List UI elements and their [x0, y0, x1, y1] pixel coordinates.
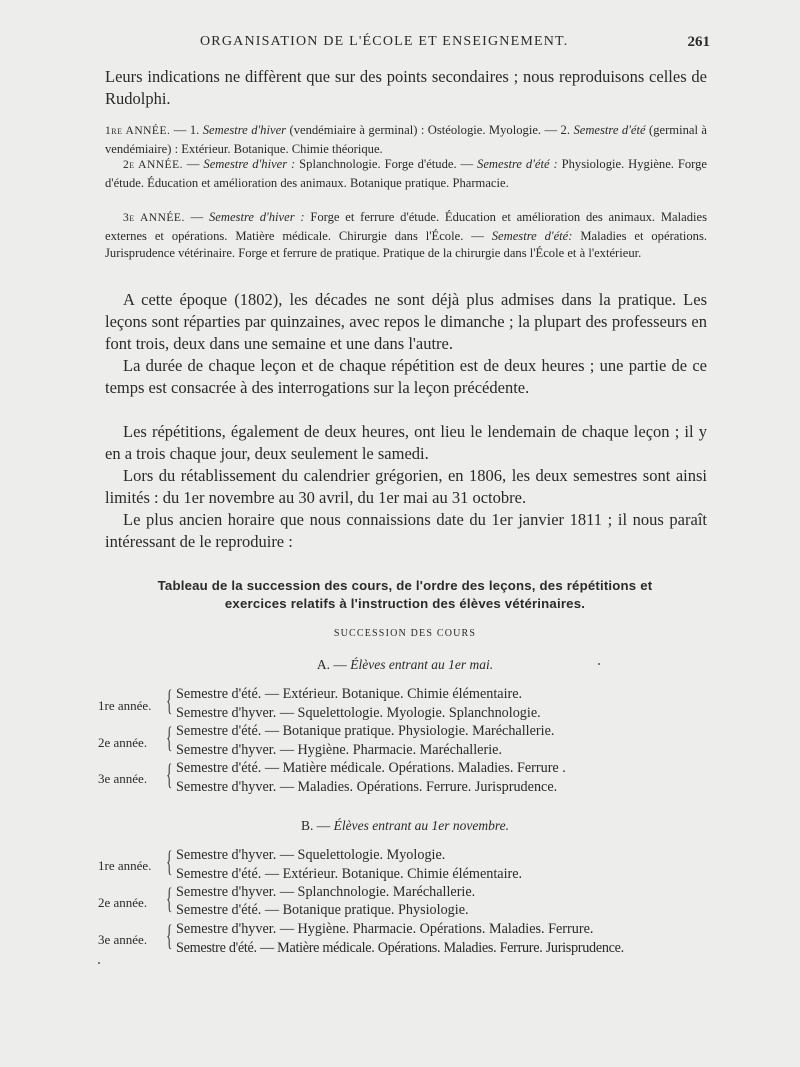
year-2-text: —	[182, 157, 204, 171]
year-1-summer: Semestre d'été	[573, 123, 646, 137]
year-1-text: — 1.	[170, 123, 203, 137]
rudolphi-year-3	[105, 209, 707, 263]
brace-icon: {	[166, 721, 173, 754]
table-title-line-1: Tableau de la succession des cours, de l'ordre des leçons, des répétitions et	[157, 578, 653, 593]
section-a-year-3-label: 3e année.	[98, 771, 148, 786]
year-3-text: —	[184, 210, 209, 224]
rudolphi-year-1	[105, 122, 707, 158]
table-title	[100, 577, 710, 613]
running-header	[100, 34, 710, 54]
year-2-text: Splanchnologie. Forge d'étude. —	[295, 157, 478, 171]
section-a-heading	[100, 657, 710, 673]
year-2-summer: Semestre d'été :	[477, 157, 558, 171]
year-3-summer: Semestre d'été:	[491, 228, 573, 243]
section-a-year-3-row-1: Semestre d'été. — Matière médicale. Opérations. Maladies. Ferrure .	[176, 760, 566, 776]
year-3-label: 3e ANNÉE.	[123, 212, 185, 224]
brace-icon: {	[166, 919, 173, 952]
section-b-year-3-label: 3e année.	[98, 932, 148, 947]
page-number: 261	[687, 34, 710, 50]
section-b-year-1-row-1: Semestre d'hyver. — Squelettologie. Myologie.	[176, 847, 446, 863]
section-b-year-2-row-1: Semestre d'hyver. — Splanchnologie. Maréchallerie.	[176, 884, 476, 900]
year-3-text: Forge et ferrure d'étude. Éducation et amélioration des animaux. Maladies externes et opérations. Matière médicale. Chirurgie dans l'École. —	[105, 210, 707, 243]
section-a-year-1-row-1: Semestre d'été. — Extérieur. Botanique. Chimie élémentaire.	[176, 686, 523, 702]
brace-icon: {	[166, 882, 173, 915]
year-1-text: (vendémiaire à germinal) : Ostéologie. Myologie. — 2.	[286, 123, 574, 137]
rudolphi-year-2	[105, 156, 707, 192]
section-a-label: Élèves entrant au 1er mai.	[350, 657, 494, 672]
header-title: ORGANISATION DE L'ÉCOLE ET ENSEIGNEMENT.	[200, 34, 569, 49]
section-a-year-2-row-1: Semestre d'été. — Botanique pratique. Physiologie. Maréchallerie.	[176, 723, 555, 739]
brace-icon: {	[166, 684, 173, 717]
brace-icon: {	[166, 845, 173, 878]
section-b-heading	[100, 818, 710, 834]
section-b-label: Élèves entrant au 1er novembre.	[333, 818, 509, 833]
intro-paragraph: Leurs indications ne diffèrent que sur des points secondaires ; nous reproduisons celles de Rudolphi.	[105, 67, 707, 108]
section-b-letter: B. —	[301, 818, 334, 833]
year-3-text: Maladies et opérations. Jurisprudence vétérinaire. Forge et ferrure de pratique. Pratique de la chirurgie dans l'École et à l'extérieur.	[105, 228, 707, 260]
year-2-winter: Semestre d'hiver :	[203, 157, 296, 171]
year-2-label: 2e ANNÉE.	[123, 159, 183, 171]
section-b-year-1-row-2: Semestre d'été. — Extérieur. Botanique. Chimie élémentaire.	[176, 866, 523, 882]
section-a-year-3-row-2: Semestre d'hyver. — Maladies. Opérations. Ferrure. Jurisprudence.	[176, 779, 558, 795]
year-2-text: Physiologie. Hygiène. Forge d'étude. Éducation et amélioration des animaux. Botanique pratique. Pharmacie.	[105, 157, 708, 190]
section-b-year-1-label: 1re année.	[98, 858, 152, 873]
brace-icon: {	[166, 758, 173, 791]
body-paragraph-3: Les répétitions, également de deux heures, ont lieu le lendemain de chaque leçon ; il y en a trois chaque jour, deux seulement le samedi.	[105, 422, 707, 463]
section-b-year-3-row-1: Semestre d'hyver. — Hygiène. Pharmacie. Opérations. Maladies. Ferrure.	[176, 921, 594, 937]
section-b-year-3-row-2: Semestre d'été. — Matière médicale. Opérations. Maladies. Ferrure. Jurisprudence.	[176, 940, 624, 956]
table-title-line-2: exercices relatifs à l'instruction des élèves vétérinaires.	[224, 596, 586, 611]
section-b-year-2-label: 2e année.	[98, 895, 148, 910]
body-paragraph-2: La durée de chaque leçon et de chaque répétition est de deux heures ; une partie de ce temps est consacrée à des interrogations sur la leçon précédente.	[105, 356, 707, 397]
section-a-year-1-label: 1re année.	[98, 698, 152, 713]
year-3-winter: Semestre d'hiver :	[208, 210, 305, 224]
body-paragraph-1: A cette époque (1802), les décades ne sont déjà plus admises dans la pratique. Les leçons sont réparties par quinzaines, avec repos le dimanche ; la plupart des professeurs en font trois, deux dans une semaine et une dans l'autre.	[105, 290, 707, 353]
ink-speck	[598, 663, 600, 665]
year-1-text: (germinal à vendémiaire) : Extérieur. Botanique. Chimie théorique.	[105, 123, 708, 156]
body-paragraph-4: Lors du rétablissement du calendrier grégorien, en 1806, les deux semestres sont ainsi limités : du 1er novembre au 30 avril, du 1er mai au 31 octobre.	[105, 466, 707, 507]
section-a-letter: A. —	[316, 657, 351, 672]
year-1-winter: Semestre d'hiver	[202, 123, 287, 137]
section-a-year-1-row-2: Semestre d'hyver. — Squelettologie. Myologie. Splanchnologie.	[176, 705, 541, 721]
year-1-label: 1re ANNÉE.	[105, 125, 171, 137]
body-paragraph-5: Le plus ancien horaire que nous connaissions date du 1er janvier 1811 ; il nous paraît intéressant de le reproduire :	[105, 510, 707, 551]
section-b-year-2-row-2: Semestre d'été. — Botanique pratique. Physiologie.	[176, 902, 469, 918]
table-subtitle: SUCCESSION DES COURS	[333, 628, 477, 639]
ink-speck	[98, 962, 100, 964]
section-a-year-2-row-2: Semestre d'hyver. — Hygiène. Pharmacie. Maréchallerie.	[176, 742, 502, 758]
section-a-year-2-label: 2e année.	[98, 735, 148, 750]
